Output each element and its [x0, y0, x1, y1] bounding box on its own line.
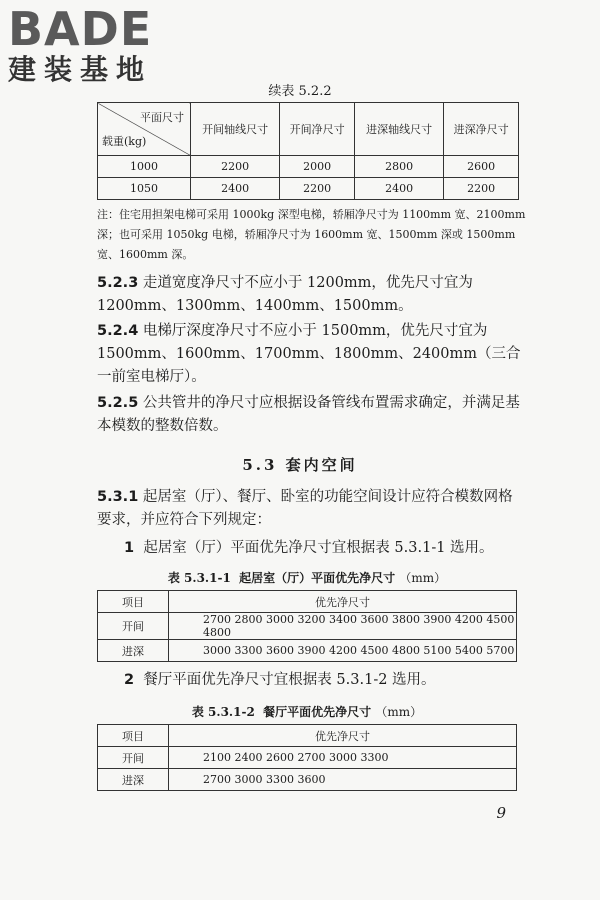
header-cell: 优先净尺寸 — [169, 725, 517, 747]
caption-unit: （mm） — [375, 705, 423, 719]
clause-number: 5.2.3 — [97, 275, 139, 291]
table-5-2-2-caption: 续表 5.2.2 — [268, 84, 332, 99]
page-number: 9 — [496, 804, 506, 822]
item-text: 起居室（厅）平面优先净尺寸宜根据表 5.3.1-1 选用。 — [143, 540, 494, 556]
item-number: 1 — [124, 540, 135, 556]
clause-text: 走道宽度净尺寸不应小于 1200mm，优先尺寸宜为 1200mm、1300mm、1400mm、1500mm。 — [97, 275, 473, 314]
logo-subtitle: 建装基地 — [8, 53, 153, 86]
header-cell: 优先净尺寸 — [169, 591, 517, 613]
section-title: 5.3 套内空间 — [242, 456, 358, 474]
clause-number: 5.2.5 — [97, 395, 139, 411]
item-2 — [124, 669, 534, 692]
clause-5-2-5 — [97, 392, 527, 438]
header-cell: 进深轴线尺寸 — [354, 103, 443, 156]
table-cell: 开间 — [98, 747, 169, 769]
header-cell: 开间净尺寸 — [280, 103, 355, 156]
caption-title: 餐厅平面优先净尺寸 — [263, 705, 372, 719]
caption-number: 表 5.3.1-1 — [167, 571, 231, 585]
table-row — [98, 156, 519, 178]
table-cell: 2400 — [354, 178, 443, 200]
table-cell: 2700 2800 3000 3200 3400 3600 3800 3900 4200 4500 4800 — [169, 613, 517, 640]
caption-title: 起居室（厅）平面优先净尺寸 — [239, 571, 396, 585]
item-text: 餐厅平面优先净尺寸宜根据表 5.3.1-2 选用。 — [143, 672, 436, 688]
table-cell: 2100 2400 2600 2700 3000 3300 — [169, 747, 517, 769]
table-header-row — [98, 103, 519, 156]
logo-word: BADE — [8, 2, 153, 56]
table-cell: 2400 — [191, 178, 280, 200]
clause-text: 电梯厅深度净尺寸不应小于 1500mm，优先尺寸宜为 1500mm、1600mm、1700mm、1800mm、2400mm（三合一前室电梯厅）。 — [97, 323, 521, 385]
table-cell: 2200 — [280, 178, 355, 200]
table-cell: 1050 — [98, 178, 191, 200]
clause-5-2-3 — [97, 272, 527, 318]
diagonal-header-cell — [98, 103, 191, 156]
header-cell: 项目 — [98, 591, 169, 613]
table-cell: 3000 3300 3600 3900 4200 4500 4800 5100 5400 5700 — [169, 640, 517, 662]
table-cell: 2000 — [280, 156, 355, 178]
clause-number: 5.2.4 — [97, 323, 139, 339]
table-cell: 进深 — [98, 769, 169, 791]
table-5-3-1-1-caption — [97, 569, 517, 586]
header-cell: 开间轴线尺寸 — [191, 103, 280, 156]
table-row — [98, 640, 517, 662]
table-cell: 2600 — [444, 156, 519, 178]
corner-bottom-label: 载重(kg) — [102, 135, 147, 148]
item-1 — [124, 537, 534, 560]
corner-top-label: 平面尺寸 — [140, 111, 184, 124]
table-row — [98, 747, 517, 769]
clause-number: 5.3.1 — [97, 489, 139, 505]
clause-text: 公共管井的净尺寸应根据设备管线布置需求确定，并满足基本模数的整数倍数。 — [97, 395, 520, 434]
caption-unit: （mm） — [399, 571, 447, 585]
table-cell: 1000 — [98, 156, 191, 178]
table-row — [98, 769, 517, 791]
table-cell: 2200 — [191, 156, 280, 178]
header-cell: 进深净尺寸 — [444, 103, 519, 156]
table-5-2-2 — [97, 102, 519, 200]
clause-5-2-4 — [97, 320, 527, 389]
watermark-logo — [8, 4, 152, 86]
clause-text: 起居室（厅）、餐厅、卧室的功能空间设计应符合模数网格要求，并应符合下列规定： — [97, 489, 513, 528]
table-cell: 开间 — [98, 613, 169, 640]
table-cell: 2200 — [444, 178, 519, 200]
table-note: 注：住宅用担架电梯可采用 1000kg 深型电梯，轿厢净尺寸为 1100mm 宽、2100mm深；也可采用 1050kg 电梯，轿厢净尺寸为 1600mm 宽、1500mm 深或 1500mm 宽、1600mm 深。 — [97, 208, 526, 261]
table-cell: 2800 — [354, 156, 443, 178]
item-number: 2 — [124, 672, 135, 688]
table-5-3-1-2 — [97, 724, 517, 791]
table-header-row — [98, 591, 517, 613]
caption-number: 表 5.3.1-2 — [191, 705, 255, 719]
table-5-3-1-2-caption — [97, 703, 517, 720]
table-cell: 2700 3000 3300 3600 — [169, 769, 517, 791]
table-row — [98, 613, 517, 640]
table-cell: 进深 — [98, 640, 169, 662]
table-header-row — [98, 725, 517, 747]
table-row — [98, 178, 519, 200]
table-5-3-1-1 — [97, 590, 517, 662]
header-cell: 项目 — [98, 725, 169, 747]
clause-5-3-1 — [97, 486, 527, 532]
